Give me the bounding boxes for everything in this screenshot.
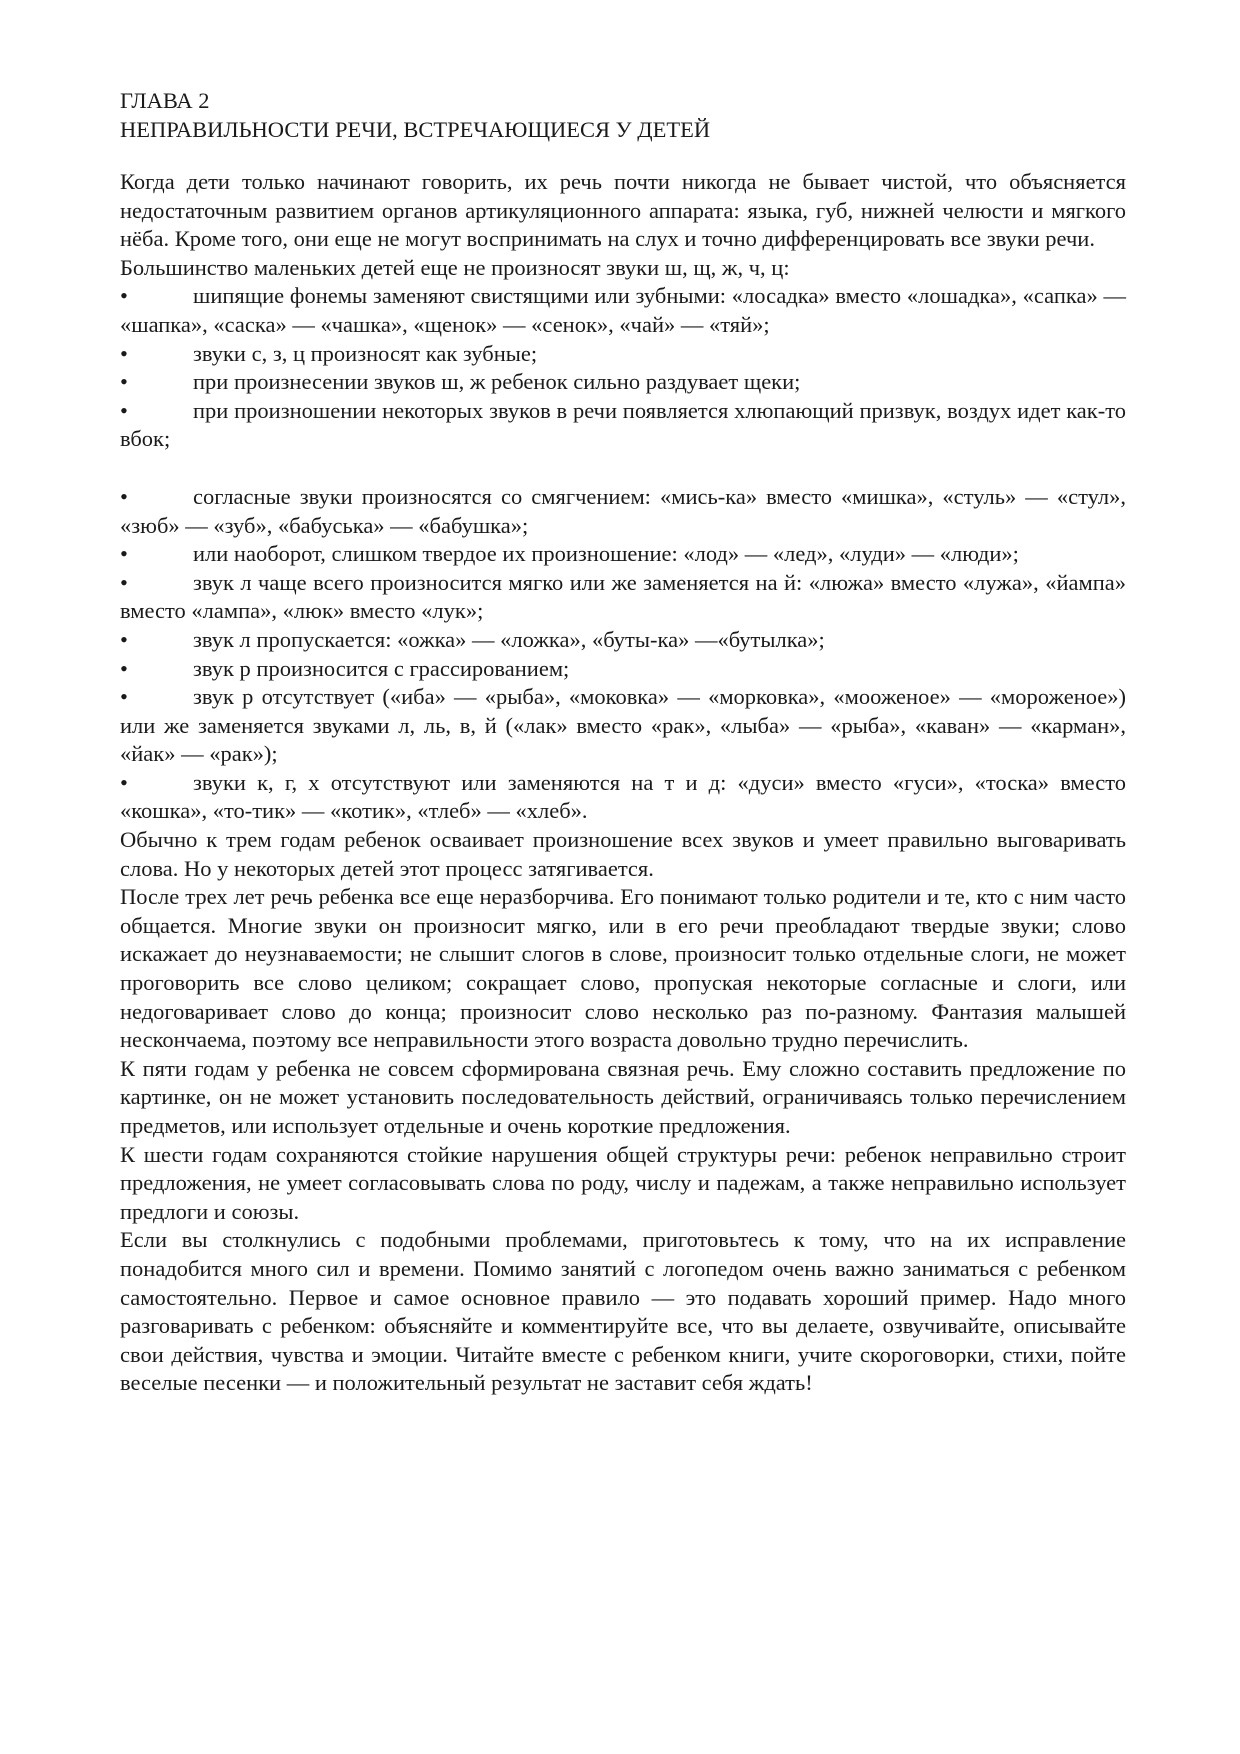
chapter-label: ГЛАВА 2 (120, 88, 210, 113)
list-item (120, 655, 1126, 684)
list-item (120, 340, 1126, 369)
bullet-icon: • (120, 769, 128, 795)
body-paragraph: Обычно к трем годам ребенок осваивает произношение всех звуков и умеет правильно выговаривать слова. Но у некоторых детей этот процесс затягивается. (120, 827, 1126, 881)
list-item-text: звук л пропускается: «ожка» — «ложка», «буты-ка» —«бутылка»; (193, 626, 825, 652)
list-item (120, 683, 1126, 769)
list-item-text: шипящие фонемы заменяют свистящими или зубными: «лосадка» вместо «лошадка», «сапка» — «шапка», «саска» — «чашка», «щенок» — «сенок», «чай» — «тяй»; (120, 283, 1126, 337)
list-item (120, 282, 1126, 339)
chapter-title: НЕПРАВИЛЬНОСТИ РЕЧИ, ВСТРЕЧАЮЩИЕСЯ У ДЕТЕЙ (120, 117, 711, 142)
list-item-text: звук р отсутствует («иба» — «рыба», «моковка» — «морковка», «мооженое» — «мороженое») или же заменяется звуками л, ль, в, й («лак» вместо «рак», «лыба» — «рыба», «каван» — «карман», «йак» — «рак»); (120, 684, 1126, 767)
list-item-text: звуки к, г, х отсутствуют или заменяются на т и д: «дуси» вместо «гуси», «тоска» вместо «кошка», «то-тик» — «котик», «тлеб» — «хлеб». (120, 769, 1126, 824)
list-item (120, 397, 1126, 454)
bullet-icon: • (120, 569, 128, 595)
list-item-text: звук р произносится с грассированием; (193, 655, 570, 681)
body-paragraph: После трех лет речь ребенка все еще неразборчива. Его понимают только родители и те, кто с ним часто общается. Многие звуки он произносит мягко, или в его речи преобладают твердые звуки; слово искажает до неузнаваемости; не слышит слогов в слове, произносит только отдельные слоги, не может проговорить все слово целиком; сокращает слово, пропуская некоторые согласные и слоги, или недоговаривает слово до конца; произносит слово несколько раз по-разному. Фантазия малышей нескончаема, поэтому все неправильности этого возраста довольно трудно перечислить. (120, 884, 1126, 1053)
bullet-icon: • (120, 397, 128, 423)
list-item-text: или наоборот, слишком твердое их произношение: «лод» — «лед», «луди» — «люди»; (193, 541, 1019, 567)
bullet-icon: • (120, 283, 128, 309)
body-paragraph: К пяти годам у ребенка не совсем сформирована связная речь. Ему сложно составить предложение по картинке, он не может установить последовательность действий, ограничиваясь только перечислением предметов, или использует отдельные и очень короткие предложения. (120, 1055, 1126, 1138)
bullet-icon: • (120, 626, 128, 652)
list-item (120, 769, 1126, 826)
document-page (120, 86, 1126, 1398)
list-item-text: при произношении некоторых звуков в речи появляется хлюпающий призвук, воздух идет как-то вбок; (120, 397, 1126, 452)
bullet-icon: • (120, 483, 128, 509)
chapter-heading (120, 86, 1126, 144)
body-paragraph: К шести годам сохраняются стойкие нарушения общей структуры речи: ребенок неправильно строит предложения, не умеет согласовывать слова по роду, числу и падежам, а также неправильно использует предлоги и союзы. (120, 1141, 1126, 1224)
intro-paragraph: Когда дети только начинают говорить, их речь почти никогда не бывает чистой, что объясняется недостаточным развитием органов артикуляционного аппарата: языка, губ, нижней челюсти и мягкого нёба. Кроме того, они еще не могут воспринимать на слух и точно дифференцировать все звуки речи. (120, 169, 1126, 252)
bullet-icon: • (120, 684, 128, 710)
list-item (120, 368, 1126, 397)
list-item (120, 626, 1126, 655)
list-item-text: согласные звуки произносятся со смягчением: «мись-ка» вместо «мишка», «стуль» — «стул», «зюб» — «зуб», «бабуська» — «бабушка»; (120, 483, 1126, 538)
bullet-icon: • (120, 340, 128, 366)
list-item-text: звуки с, з, ц произносят как зубные; (193, 340, 538, 366)
list-item-text: при произнесении звуков ш, ж ребенок сильно раздувает щеки; (193, 369, 801, 395)
bullet-icon: • (120, 655, 128, 681)
list-item-text: звук л чаще всего произносится мягко или же заменяется на й: «люжа» вместо «лужа», «йампа» вместо «лампа», «люк» вместо «лук»; (120, 569, 1126, 624)
blank-line (120, 454, 1126, 483)
bullet-icon: • (120, 541, 128, 567)
body-paragraph: Если вы столкнулись с подобными проблемами, приготовьтесь к тому, что на их исправление понадобится много сил и времени. Помимо занятий с логопедом очень важно заниматься с ребенком самостоятельно. Первое и самое основное правило — это подавать хороший пример. Надо много разговаривать с ребенком: объясняйте и комментируйте все, что вы делаете, озвучивайте, описывайте свои действия, чувства и эмоции. Читайте вместе с ребенком книги, учите скороговорки, стихи, пойте веселые песенки — и положительный результат не заставит себя ждать! (120, 1227, 1126, 1396)
list-item (120, 483, 1126, 540)
list-item (120, 540, 1126, 569)
list-item (120, 569, 1126, 626)
bullet-icon: • (120, 369, 128, 395)
intro-paragraph: Большинство маленьких детей еще не произносят звуки ш, щ, ж, ч, ц: (120, 254, 790, 280)
